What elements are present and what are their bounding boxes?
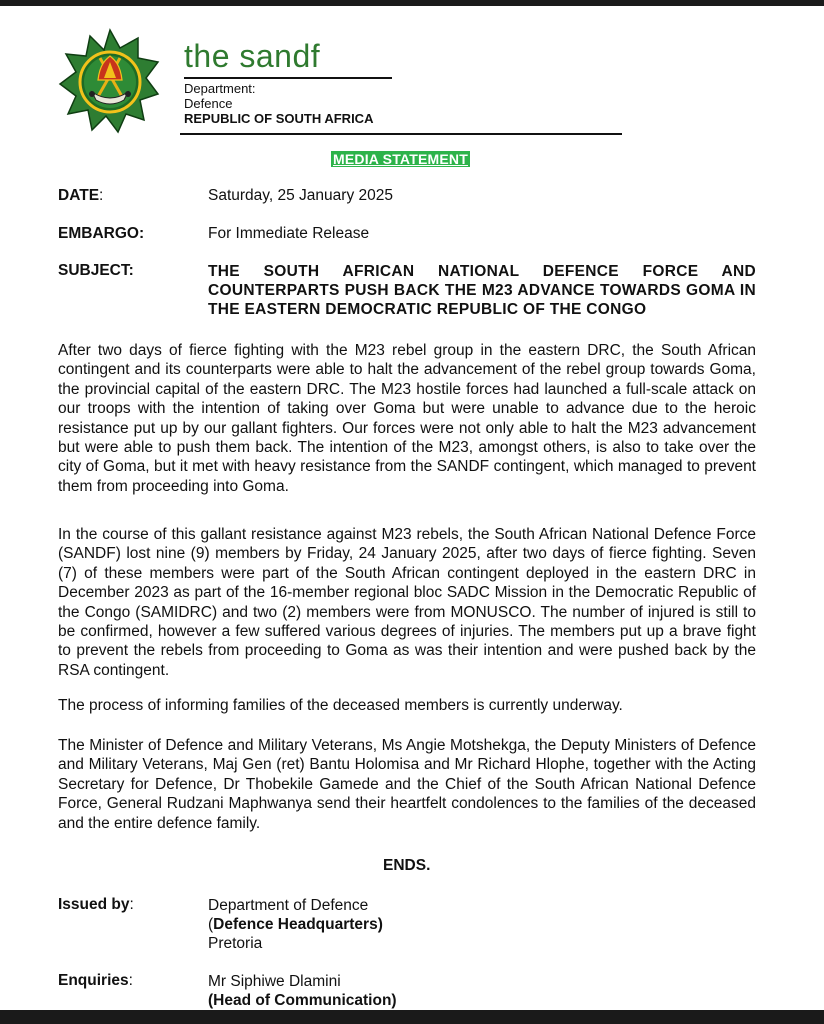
dept-line-2: Defence bbox=[184, 96, 233, 111]
enquiries-colon: : bbox=[128, 972, 133, 989]
body-paragraph-3: The process of informing families of the deceased members is currently underway. bbox=[58, 697, 623, 714]
sandf-emblem-logo bbox=[56, 28, 164, 136]
subject-value: THE SOUTH AFRICAN NATIONAL DEFENCE FORCE AND COUNTERPARTS PUSH BACK THE M23 ADVANCE TOWARDS GOMA IN THE EASTERN DEMOCRATIC REPUBLIC OF THE CONGO bbox=[208, 263, 756, 318]
bottom-border bbox=[0, 1010, 824, 1024]
issued-by-colon: : bbox=[129, 896, 134, 913]
top-border bbox=[0, 0, 824, 6]
issued-by-label bbox=[58, 896, 134, 914]
department-block bbox=[184, 81, 373, 126]
issued-by-line-2 bbox=[208, 915, 383, 934]
issued-by-line-1: Department of Defence bbox=[208, 897, 369, 914]
date-label-colon: : bbox=[99, 187, 104, 204]
enquiries-label-text: Enquiries bbox=[58, 972, 129, 989]
issued-by-paren: ( bbox=[208, 916, 214, 933]
embargo-value: For Immediate Release bbox=[208, 225, 370, 242]
header-divider bbox=[180, 133, 622, 135]
issued-by-label-text: Issued by bbox=[58, 896, 130, 913]
dept-line-3: REPUBLIC OF SOUTH AFRICA bbox=[184, 111, 374, 126]
body-paragraph-2: In the course of this gallant resistance against M23 rebels, the South African National Defence Force (SANDF) lost nine (9) members by Friday, 24 January 2025, after two days of fierce fighting. Seven (7) of these members were part of the South African contingent deployed in the eastern DRC in December 2023 as part of the 16-member regional bloc SADC Mission in the Democratic Republic of the Congo (SAMIDRC) and two (2) members were from MONUSCO. The number of injured is still to be confirmed, however a few suffered various degrees of injuries. The members put up a brave fight to prevent the rebels from proceeding to Goma as was their intention and were pushed back by the RSA contingent. bbox=[58, 526, 756, 679]
date-label-text: DATE bbox=[58, 187, 100, 204]
dept-line-1: Department: bbox=[184, 81, 256, 96]
ends-marker: ENDS. bbox=[383, 857, 431, 874]
org-name: the sandf bbox=[184, 38, 321, 74]
enquiries-line-2: (Head of Communication) bbox=[208, 992, 397, 1009]
date-value: Saturday, 25 January 2025 bbox=[208, 187, 393, 204]
issued-by-line-2-bold: Defence Headquarters) bbox=[213, 916, 383, 933]
embargo-label: EMBARGO: bbox=[58, 225, 145, 242]
subject-label: SUBJECT: bbox=[58, 262, 134, 279]
date-label bbox=[58, 187, 103, 205]
org-name-underline bbox=[184, 77, 392, 79]
enquiries-line-1: Mr Siphiwe Dlamini bbox=[208, 973, 341, 990]
body-paragraph-1: After two days of fierce fighting with the M23 rebel group in the eastern DRC, the South African contingent and its counterparts were able to halt the advancement of the rebel group towards Goma, the provincial capital of the eastern DRC. The M23 hostile forces had launched a full-scale attack on our troops with the intention of taking over Goma but were unable to advance due to the heroic resistance put up by our gallant fighters. Our forces were not only able to halt the M23 advancement but were able to push them back. The intention of the M23, amongst others, is also to take over the city of Goma, but it met with heavy resistance from the SANDF contingent, which managed to prevent them from proceeding into Goma. bbox=[58, 342, 756, 495]
media-statement-badge: MEDIA STATEMENT bbox=[333, 151, 468, 167]
body-paragraph-4: The Minister of Defence and Military Veterans, Ms Angie Motshekga, the Deputy Ministers of Defence and Military Veterans, Maj Gen (ret) Bantu Holomisa and Mr Richard Hlophe, together with the Acting Secretary for Defence, Dr Thobekile Gamede and the Chief of the South African National Defence Force, General Rudzani Maphwanya send their heartfelt condolences to the families of the deceased and the entire defence family. bbox=[58, 737, 756, 832]
issued-by-line-3: Pretoria bbox=[208, 935, 263, 952]
enquiries-label bbox=[58, 972, 133, 990]
